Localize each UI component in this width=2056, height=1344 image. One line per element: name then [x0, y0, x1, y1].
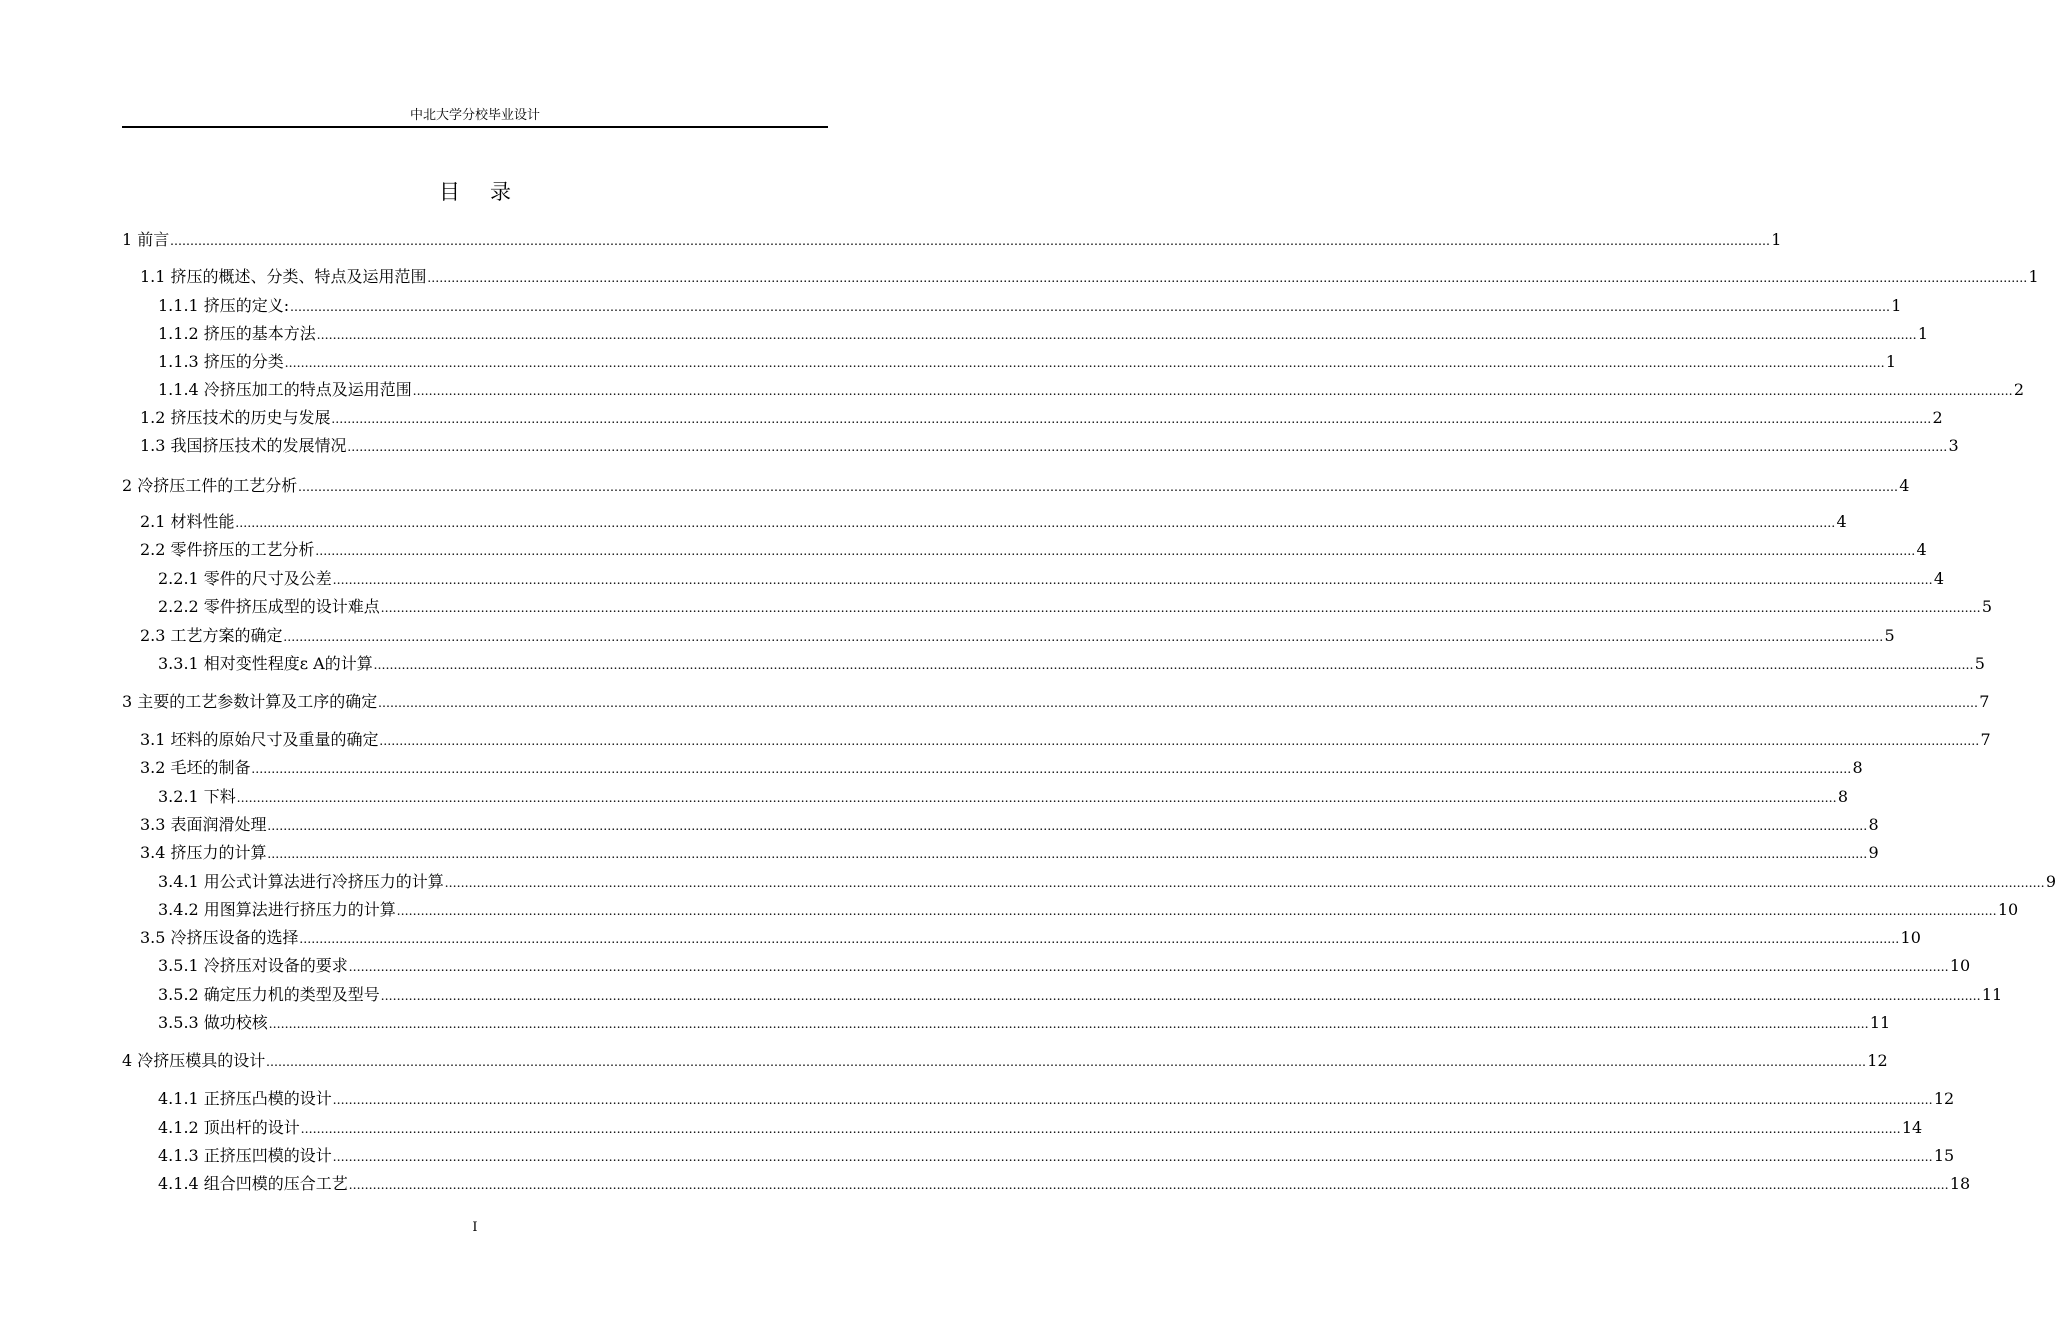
toc-entry-page: 18: [1949, 1174, 1971, 1193]
toc-entry[interactable]: [140, 539, 1927, 561]
toc-entry-page: 7: [1980, 730, 1991, 749]
toc-entry[interactable]: [140, 625, 1895, 647]
toc-entry[interactable]: [140, 266, 2039, 288]
toc-leader-dots: ................................................................................................................................................................................................................................................................................................................................................................................................................: [235, 516, 1836, 531]
toc-leader-dots: ................................................................................................................................................................................................................................................................................................................................................................................................................: [290, 300, 1891, 315]
toc-entry[interactable]: [140, 407, 1943, 429]
toc-entry-label: 2.1 材料性能: [140, 512, 235, 531]
toc-leader-dots: ................................................................................................................................................................................................................................................................................................................................................................................................................: [170, 234, 1771, 249]
toc-entry-page: 8: [1837, 787, 1848, 806]
toc-entry[interactable]: [140, 842, 1879, 864]
toc-leader-dots: ................................................................................................................................................................................................................................................................................................................................................................................................................: [332, 1150, 1933, 1165]
toc-leader-dots: ................................................................................................................................................................................................................................................................................................................................................................................................................: [266, 1055, 1867, 1070]
toc-leader-dots: ................................................................................................................................................................................................................................................................................................................................................................................................................: [267, 847, 1868, 862]
toc-entry-page: 4: [1916, 540, 1927, 559]
toc-entry-label: 3.4.1 用公式计算法进行冷挤压力的计算: [158, 872, 444, 891]
toc-leader-dots: ................................................................................................................................................................................................................................................................................................................................................................................................................: [412, 384, 2013, 399]
toc-leader-dots: ................................................................................................................................................................................................................................................................................................................................................................................................................: [283, 630, 1884, 645]
toc-entry[interactable]: [158, 1012, 1891, 1034]
toc-entry-label: 3.3.1 相对变性程度ε A的计算: [158, 654, 373, 673]
toc-entry-page: 4: [1933, 569, 1944, 588]
toc-entry-page: 15: [1933, 1146, 1955, 1165]
toc-leader-dots: ................................................................................................................................................................................................................................................................................................................................................................................................................: [380, 601, 1981, 616]
toc-entry[interactable]: [158, 653, 1985, 675]
toc-entry-label: 3.5.3 做功校核: [158, 1013, 268, 1032]
toc-entry-page: 1: [1917, 324, 1928, 343]
toc-entry-page: 5: [1884, 626, 1895, 645]
toc-leader-dots: ................................................................................................................................................................................................................................................................................................................................................................................................................: [427, 271, 2028, 286]
toc-leader-dots: ................................................................................................................................................................................................................................................................................................................................................................................................................: [284, 356, 1885, 371]
toc-entry-label: 3.5 冷挤压设备的选择: [140, 928, 299, 947]
toc-entry-label: 2.2.1 零件的尺寸及公差: [158, 569, 332, 588]
toc-entry[interactable]: [140, 927, 1921, 949]
toc-leader-dots: ................................................................................................................................................................................................................................................................................................................................................................................................................: [236, 791, 1837, 806]
toc-entry-label: 3.5.1 冷挤压对设备的要求: [158, 956, 348, 975]
toc-entry[interactable]: [122, 691, 1990, 713]
toc-entry-page: 8: [1852, 758, 1863, 777]
toc-title-part2: 录: [490, 180, 511, 204]
toc-entry[interactable]: [158, 1088, 1955, 1110]
toc-entry-page: 4: [1836, 512, 1847, 531]
toc-entry-page: 10: [1997, 900, 2019, 919]
toc-entry-label: 1.3 我国挤压技术的发展情况: [140, 436, 347, 455]
toc-entry-label: 3.4.2 用图算法进行挤压力的计算: [158, 900, 396, 919]
toc-entry[interactable]: [140, 729, 1991, 751]
toc-leader-dots: ................................................................................................................................................................................................................................................................................................................................................................................................................: [251, 762, 1852, 777]
toc-leader-dots: ................................................................................................................................................................................................................................................................................................................................................................................................................: [332, 1093, 1933, 1108]
toc-entry-page: 11: [1981, 985, 2003, 1004]
toc-leader-dots: ................................................................................................................................................................................................................................................................................................................................................................................................................: [267, 819, 1868, 834]
toc-entry[interactable]: [158, 323, 1928, 345]
toc-entry-page: 4: [1899, 476, 1910, 495]
toc-entry-label: 3.3 表面润滑处理: [140, 815, 267, 834]
toc-leader-dots: ................................................................................................................................................................................................................................................................................................................................................................................................................: [379, 734, 1980, 749]
toc-entry[interactable]: [158, 351, 1896, 373]
toc-entry-label: 3 主要的工艺参数计算及工序的确定: [122, 692, 378, 711]
toc-entry[interactable]: [122, 229, 1782, 251]
toc-entry[interactable]: [158, 379, 2024, 401]
toc-entry-label: 2.2 零件挤压的工艺分析: [140, 540, 315, 559]
toc-entry-page: 12: [1867, 1051, 1888, 1070]
toc-entry[interactable]: [158, 871, 2056, 893]
toc-entry-label: 1.2 挤压技术的历史与发展: [140, 408, 331, 427]
toc-entry-label: 4.1.1 正挤压凸模的设计: [158, 1089, 332, 1108]
toc-entry-label: 1 前言: [122, 230, 170, 249]
toc-leader-dots: ................................................................................................................................................................................................................................................................................................................................................................................................................: [378, 696, 1979, 711]
toc-entry-page: 2: [2013, 380, 2024, 399]
toc-entry-page: 10: [1900, 928, 1921, 947]
toc-title-part1: 目: [439, 180, 460, 204]
toc-leader-dots: ................................................................................................................................................................................................................................................................................................................................................................................................................: [315, 544, 1916, 559]
toc-entry-label: 3.5.2 确定压力机的类型及型号: [158, 985, 380, 1004]
toc-entry-label: 3.1 坯料的原始尺寸及重量的确定: [140, 730, 379, 749]
toc-leader-dots: ................................................................................................................................................................................................................................................................................................................................................................................................................: [300, 1122, 1901, 1137]
toc-entry-label: 2 冷挤压工件的工艺分析: [122, 476, 298, 495]
toc-entry-page: 12: [1933, 1089, 1955, 1108]
toc-entry[interactable]: [140, 435, 1959, 457]
toc-entry-label: 4.1.3 正挤压凹模的设计: [158, 1146, 332, 1165]
toc-entry[interactable]: [158, 1117, 1923, 1139]
toc-entry-label: 4.1.2 顶出杆的设计: [158, 1118, 300, 1137]
toc-entry-page: 9: [2045, 872, 2056, 891]
toc-entry-page: 7: [1979, 692, 1990, 711]
toc-leader-dots: ................................................................................................................................................................................................................................................................................................................................................................................................................: [348, 960, 1949, 975]
toc-entry[interactable]: [158, 1173, 1971, 1195]
toc-leader-dots: ................................................................................................................................................................................................................................................................................................................................................................................................................: [347, 440, 1948, 455]
toc-entry[interactable]: [158, 596, 1992, 618]
toc-entry-label: 4.1.4 组合凹模的压合工艺: [158, 1174, 348, 1193]
toc-entry[interactable]: [158, 984, 2003, 1006]
toc-leader-dots: ................................................................................................................................................................................................................................................................................................................................................................................................................: [444, 876, 2045, 891]
toc-entry-page: 2: [1932, 408, 1943, 427]
toc-entry-page: 1: [1771, 230, 1782, 249]
toc-entry[interactable]: [158, 295, 1902, 317]
toc-entry[interactable]: [140, 814, 1879, 836]
toc-entry-page: 8: [1868, 815, 1879, 834]
toc-entry[interactable]: [140, 511, 1847, 533]
toc-entry-page: 3: [1948, 436, 1959, 455]
toc-entry-page: 1: [1885, 352, 1896, 371]
toc-entry[interactable]: [122, 1050, 1888, 1072]
toc-entry-page: 11: [1869, 1013, 1891, 1032]
toc-entry-page: 1: [1891, 296, 1902, 315]
toc-leader-dots: ................................................................................................................................................................................................................................................................................................................................................................................................................: [396, 904, 1997, 919]
toc-entry[interactable]: [158, 1145, 1955, 1167]
toc-leader-dots: ................................................................................................................................................................................................................................................................................................................................................................................................................: [373, 658, 1974, 673]
toc-leader-dots: ................................................................................................................................................................................................................................................................................................................................................................................................................: [298, 480, 1899, 495]
toc-entry-label: 2.3 工艺方案的确定: [140, 626, 283, 645]
page-header: 中北大学分校毕业设计: [409, 108, 540, 123]
toc-entry[interactable]: [158, 786, 1848, 808]
toc-entry-page: 1: [2028, 267, 2039, 286]
toc-entry-page: 10: [1949, 956, 1971, 975]
toc-entry-label: 3.2 毛坯的制备: [140, 758, 251, 777]
toc-leader-dots: ................................................................................................................................................................................................................................................................................................................................................................................................................: [331, 412, 1932, 427]
toc-entry[interactable]: [122, 475, 1910, 497]
toc-entry-label: 1.1 挤压的概述、分类、特点及运用范围: [140, 267, 427, 286]
toc-entry[interactable]: [158, 955, 1971, 977]
toc-leader-dots: ................................................................................................................................................................................................................................................................................................................................................................................................................: [316, 328, 1917, 343]
toc-entry-label: 1.1.4 冷挤压加工的特点及运用范围: [158, 380, 412, 399]
page-footer-number: I: [472, 1220, 478, 1235]
toc-entry[interactable]: [140, 757, 1863, 779]
toc-entry[interactable]: [158, 899, 2019, 921]
toc-leader-dots: ................................................................................................................................................................................................................................................................................................................................................................................................................: [268, 1017, 1869, 1032]
toc-entry-label: 4 冷挤压模具的设计: [122, 1051, 266, 1070]
toc-entry-label: 3.2.1 下料: [158, 787, 236, 806]
toc-entry-page: 5: [1974, 654, 1985, 673]
toc-entry-page: 9: [1868, 843, 1879, 862]
toc-leader-dots: ................................................................................................................................................................................................................................................................................................................................................................................................................: [348, 1178, 1949, 1193]
toc-entry-label: 1.1.1 挤压的定义:: [158, 296, 290, 315]
toc-leader-dots: ................................................................................................................................................................................................................................................................................................................................................................................................................: [380, 989, 1981, 1004]
toc-leader-dots: ................................................................................................................................................................................................................................................................................................................................................................................................................: [332, 573, 1933, 588]
toc-entry-label: 3.4 挤压力的计算: [140, 843, 267, 862]
toc-entry-label: 1.1.2 挤压的基本方法: [158, 324, 316, 343]
toc-entry-page: 5: [1981, 597, 1992, 616]
toc-entry-page: 14: [1901, 1118, 1923, 1137]
toc-entry[interactable]: [158, 568, 1944, 590]
toc-entry-label: 2.2.2 零件挤压成型的设计难点: [158, 597, 380, 616]
toc-entry-label: 1.1.3 挤压的分类: [158, 352, 284, 371]
toc-leader-dots: ................................................................................................................................................................................................................................................................................................................................................................................................................: [299, 932, 1900, 947]
